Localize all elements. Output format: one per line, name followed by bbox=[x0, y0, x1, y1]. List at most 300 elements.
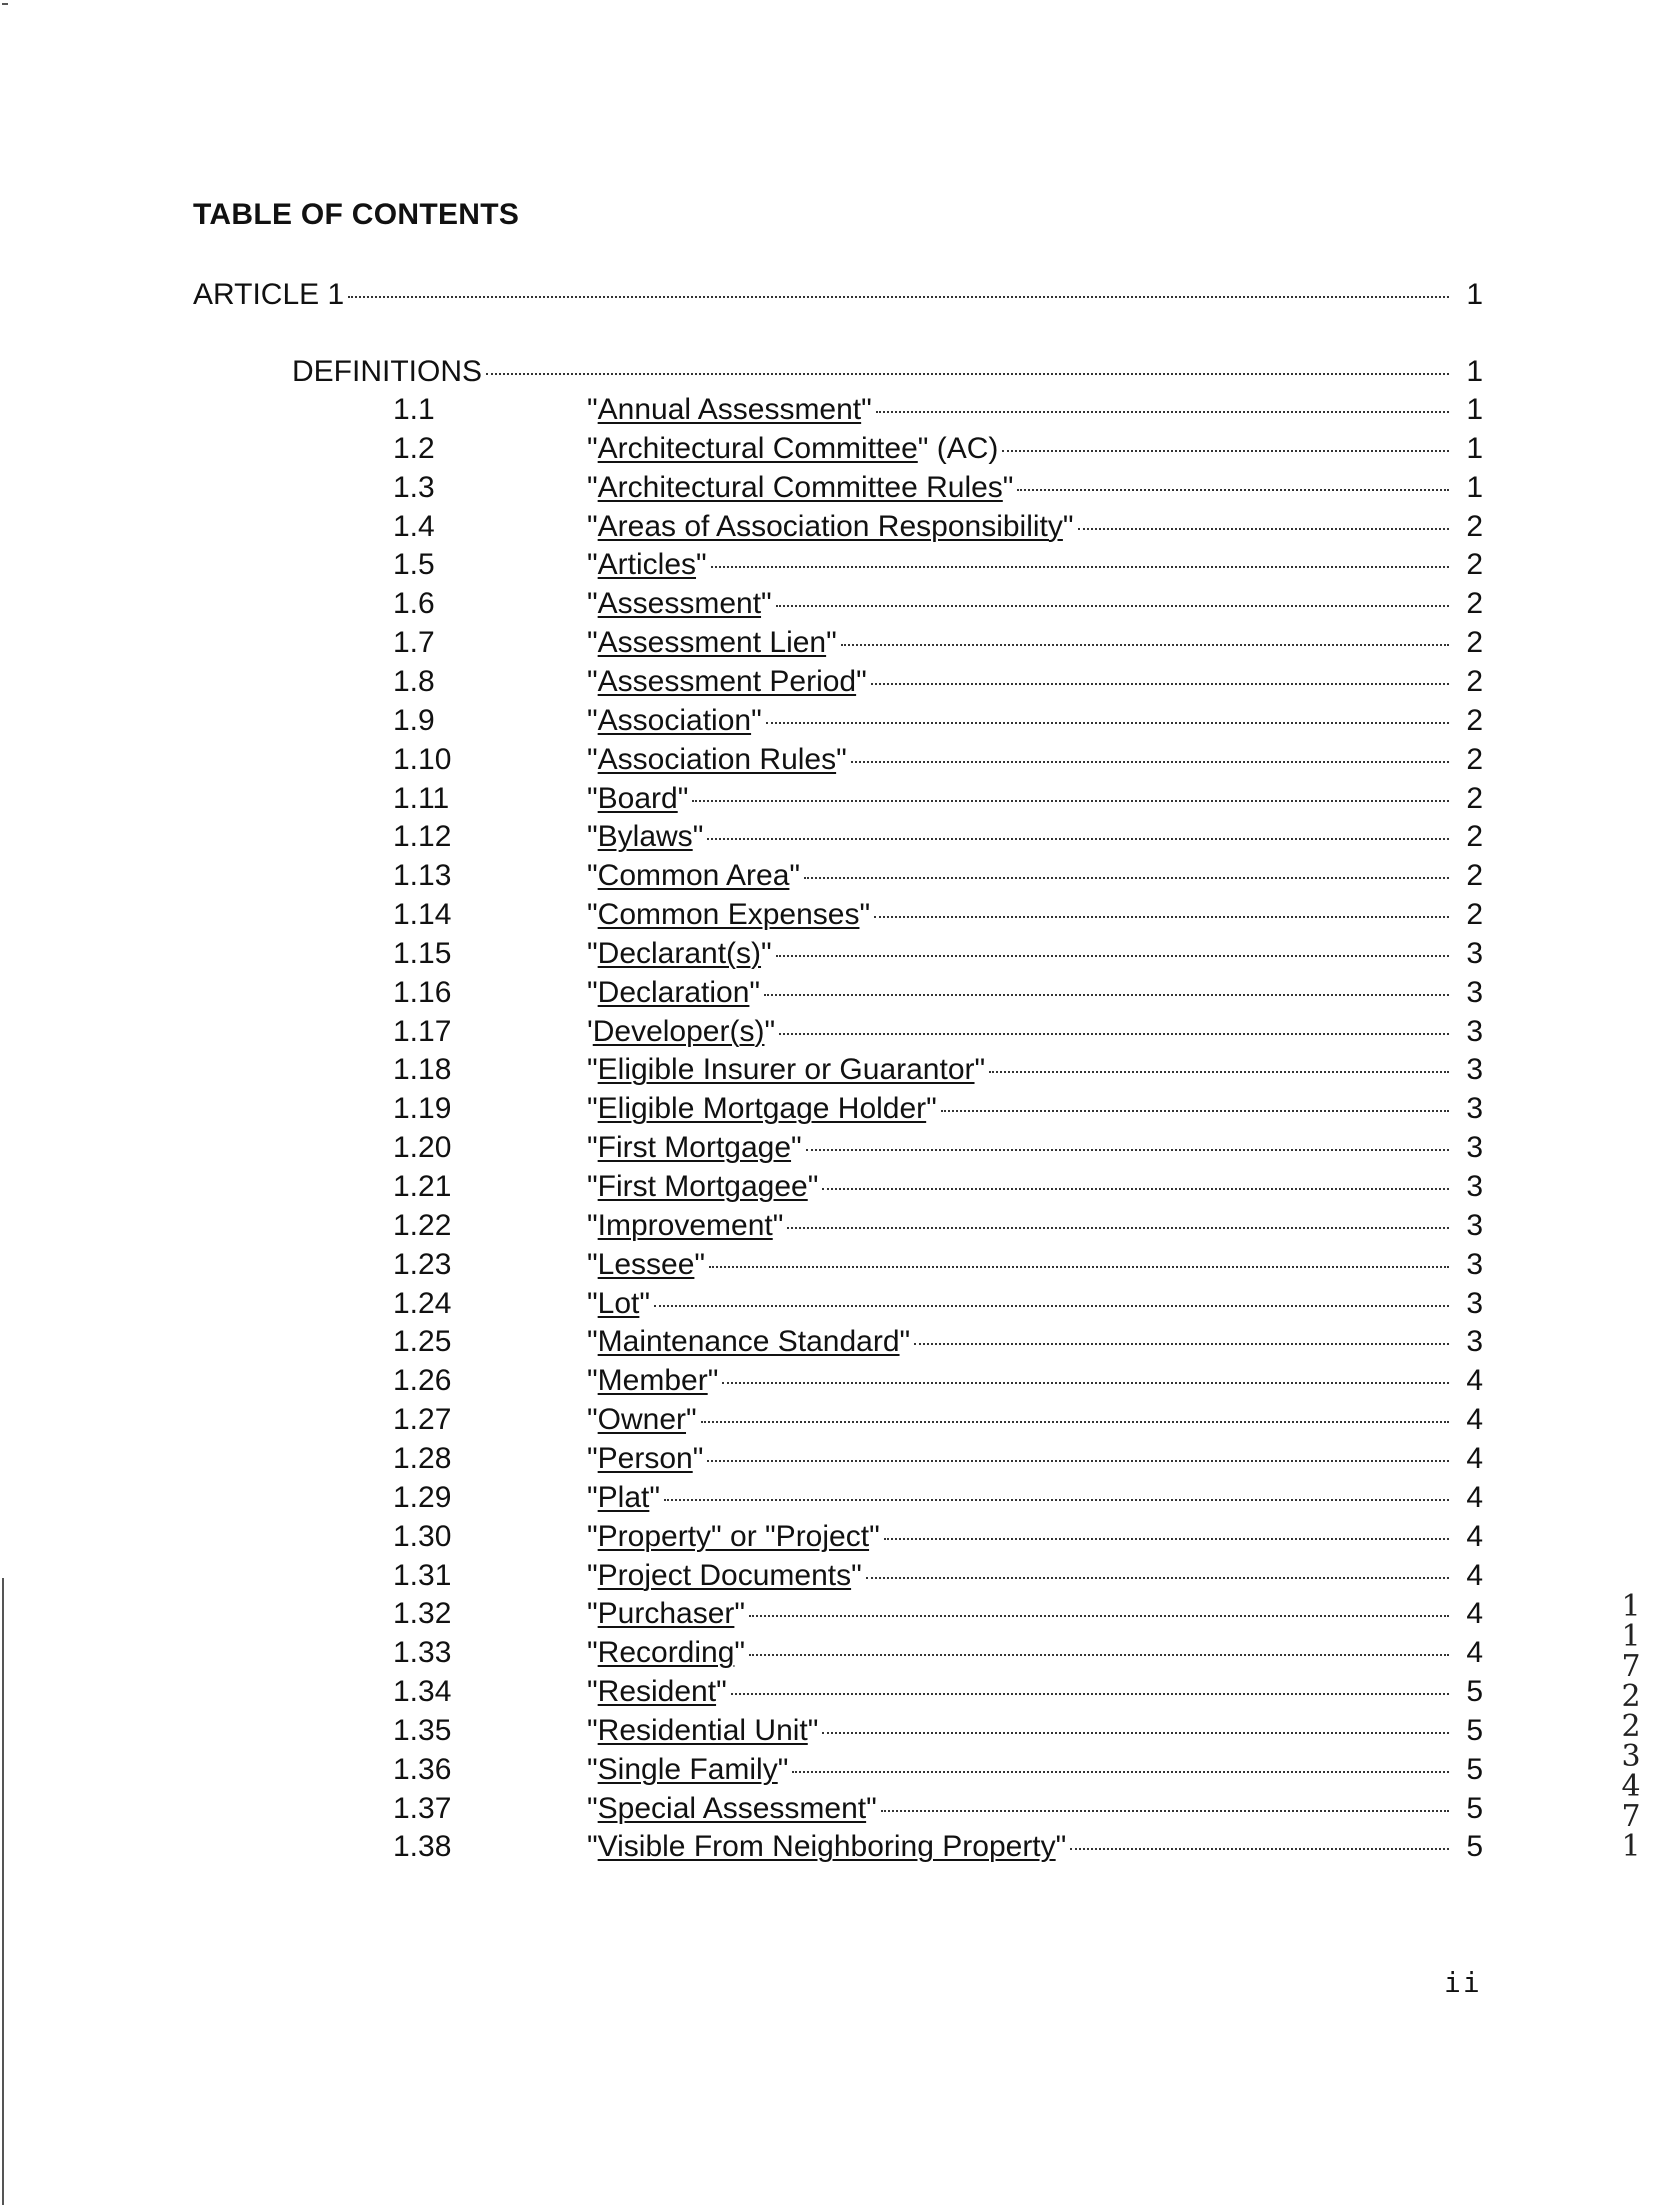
entry-number: 1.30 bbox=[393, 1519, 452, 1553]
entry-term-text: Assessment Period bbox=[597, 664, 857, 698]
entry-number: 1.38 bbox=[393, 1830, 452, 1864]
entry-page: 3 bbox=[1466, 1053, 1483, 1087]
entry-number: 1.33 bbox=[393, 1636, 452, 1670]
entry-number: 1.26 bbox=[393, 1364, 452, 1398]
dot-leader bbox=[792, 1771, 1449, 1773]
entry-open-quote: " bbox=[587, 1364, 598, 1398]
entry-term bbox=[587, 1129, 802, 1167]
dot-leader bbox=[701, 1421, 1449, 1423]
entry-close-quote: " bbox=[692, 820, 704, 854]
entry-close-quote: " bbox=[851, 1558, 862, 1592]
entry-open-quote: " bbox=[587, 936, 598, 970]
entry-number: 1.25 bbox=[393, 1325, 452, 1359]
entry-term bbox=[587, 391, 872, 429]
toc-entry-row bbox=[393, 1790, 1483, 1828]
entry-number: 1.37 bbox=[393, 1791, 452, 1825]
entry-close-quote: " bbox=[826, 626, 837, 660]
article-page: 1 bbox=[1466, 278, 1483, 311]
entry-page: 3 bbox=[1466, 1247, 1483, 1281]
entry-term bbox=[587, 1828, 1066, 1866]
entry-number: 1.1 bbox=[393, 393, 435, 426]
entry-term bbox=[587, 1362, 718, 1400]
entry-open-quote: " bbox=[587, 1597, 598, 1631]
entry-term-text: Improvement bbox=[597, 1208, 773, 1242]
entry-close-quote: " bbox=[761, 936, 772, 970]
entry-term-text: Resident bbox=[597, 1675, 717, 1709]
entry-number: 1.36 bbox=[393, 1752, 452, 1786]
entry-open-quote: " bbox=[587, 859, 598, 893]
entry-close-quote: " bbox=[749, 975, 761, 1009]
entry-term bbox=[587, 624, 837, 662]
entry-number: 1.17 bbox=[393, 1014, 452, 1048]
entry-number: 1.12 bbox=[393, 820, 452, 854]
toc-entry-row bbox=[393, 702, 1483, 740]
entry-term bbox=[587, 585, 772, 623]
section-label: DEFINITIONS bbox=[292, 355, 483, 388]
entry-term bbox=[587, 857, 800, 895]
toc-entry-row bbox=[393, 469, 1483, 507]
entry-page: 3 bbox=[1466, 1131, 1483, 1165]
entry-number: 1.22 bbox=[393, 1208, 452, 1242]
entry-term-text: Bylaws bbox=[597, 820, 693, 854]
entry-term bbox=[587, 1595, 745, 1633]
dot-leader bbox=[707, 838, 1449, 840]
entry-open-quote: " bbox=[587, 1286, 598, 1320]
entry-open-quote: " bbox=[587, 1558, 598, 1592]
entry-page: 1 bbox=[1466, 470, 1483, 504]
entry-page: 3 bbox=[1466, 1208, 1483, 1242]
entry-number: 1.34 bbox=[393, 1675, 452, 1709]
scan-corner-mark bbox=[2, 3, 8, 5]
entry-term-text: First Mortgage bbox=[597, 1131, 792, 1165]
entry-page: 2 bbox=[1466, 859, 1483, 893]
entry-page: 3 bbox=[1466, 1092, 1483, 1126]
entry-term-text: First Mortgagee bbox=[597, 1170, 808, 1203]
entry-close-quote: " bbox=[734, 1636, 746, 1670]
entry-number: 1.6 bbox=[393, 587, 435, 621]
entry-open-quote: " bbox=[587, 1441, 598, 1475]
entry-term-text: Single Family bbox=[597, 1752, 778, 1786]
entry-term-text: Visible From Neighboring Property bbox=[597, 1830, 1056, 1864]
entry-term bbox=[587, 1207, 783, 1245]
entry-close-quote: " bbox=[859, 898, 871, 932]
entry-close-quote: " bbox=[751, 703, 762, 737]
entry-term-text: Lot bbox=[597, 1286, 640, 1320]
toc-entry-row bbox=[393, 1828, 1483, 1866]
entry-open-quote: " bbox=[587, 820, 598, 854]
toc-entry-row bbox=[393, 624, 1483, 662]
dot-leader bbox=[707, 1460, 1449, 1462]
toc-entry-row bbox=[393, 1013, 1483, 1051]
entry-term bbox=[587, 818, 703, 856]
toc-entry-row bbox=[393, 1051, 1483, 1089]
entry-page: 4 bbox=[1466, 1597, 1483, 1631]
entry-term bbox=[587, 1518, 880, 1556]
entry-number: 1.23 bbox=[393, 1247, 452, 1281]
entry-page: 3 bbox=[1466, 1286, 1483, 1320]
dot-leader bbox=[692, 800, 1449, 802]
entry-close-quote: " bbox=[772, 1208, 784, 1242]
entry-term bbox=[587, 741, 847, 779]
toc-title: TABLE OF CONTENTS bbox=[193, 198, 520, 231]
dot-leader bbox=[787, 1227, 1449, 1229]
entry-close-quote: " bbox=[791, 1131, 802, 1165]
entry-page: 2 bbox=[1466, 509, 1483, 543]
entry-number: 1.21 bbox=[393, 1170, 452, 1203]
entry-close-quote: " bbox=[1055, 1830, 1067, 1864]
toc-entry-row bbox=[393, 1323, 1483, 1361]
entry-number: 1.15 bbox=[393, 936, 452, 970]
entry-term-text: Board bbox=[597, 781, 678, 815]
dot-leader bbox=[1070, 1848, 1449, 1850]
entry-page: 4 bbox=[1466, 1441, 1483, 1475]
entry-term bbox=[587, 1790, 877, 1828]
entry-term bbox=[587, 430, 998, 468]
entry-term-text: Residential Unit bbox=[597, 1713, 808, 1747]
dot-leader bbox=[1078, 528, 1449, 530]
toc-entry-row bbox=[393, 1595, 1483, 1633]
entry-close-quote: " bbox=[677, 781, 689, 815]
entry-term-text: Eligible Mortgage Holder bbox=[597, 1092, 927, 1126]
entry-term-text: Association bbox=[597, 703, 752, 737]
entry-open-quote: " bbox=[587, 703, 598, 737]
entry-term bbox=[587, 469, 1013, 507]
entry-open-quote: " bbox=[587, 1403, 598, 1437]
entry-close-quote: " bbox=[696, 548, 707, 582]
dot-leader bbox=[851, 761, 1449, 763]
entry-term bbox=[587, 1051, 985, 1089]
entry-page: 2 bbox=[1466, 664, 1483, 698]
entry-term-text: Project Documents bbox=[597, 1558, 852, 1592]
entry-term-text: Association Rules bbox=[597, 742, 837, 776]
entry-page: 3 bbox=[1466, 1325, 1483, 1359]
dot-leader bbox=[1002, 450, 1449, 452]
entry-term-text: Common Area bbox=[597, 859, 790, 893]
entry-close-quote: " bbox=[649, 1480, 661, 1514]
toc-entry-row bbox=[393, 1673, 1483, 1711]
entry-open-quote: " bbox=[587, 781, 598, 815]
entry-page: 3 bbox=[1466, 936, 1483, 970]
entry-page: 5 bbox=[1466, 1713, 1483, 1747]
entry-page: 4 bbox=[1466, 1403, 1483, 1437]
entry-term-text: Common Expenses bbox=[597, 898, 860, 932]
entry-term bbox=[587, 1479, 660, 1517]
dot-leader bbox=[348, 296, 1449, 298]
toc-entry-row bbox=[393, 1401, 1483, 1439]
entry-close-quote: " bbox=[1062, 509, 1074, 543]
entry-open-quote: " bbox=[587, 742, 598, 776]
entry-term-text: Person bbox=[597, 1441, 693, 1475]
entry-number: 1.19 bbox=[393, 1092, 452, 1126]
entry-close-quote: " bbox=[777, 1752, 789, 1786]
entry-term-text: Member bbox=[597, 1364, 708, 1398]
dot-leader bbox=[841, 644, 1449, 646]
entry-number: 1.11 bbox=[393, 781, 450, 815]
entry-close-quote: " bbox=[707, 1364, 719, 1398]
entry-close-quote: " bbox=[869, 1519, 880, 1553]
entry-page: 3 bbox=[1466, 1014, 1483, 1048]
entry-open-quote: " bbox=[587, 1053, 598, 1087]
entry-number: 1.13 bbox=[393, 859, 452, 893]
dot-leader bbox=[866, 1577, 1449, 1579]
entry-term-text: Architectural Committee Rules bbox=[597, 470, 1003, 504]
toc-entry-row bbox=[393, 508, 1483, 546]
dot-leader bbox=[486, 373, 1449, 375]
entry-close-quote: " bbox=[926, 1092, 937, 1126]
entry-open-quote: " bbox=[587, 431, 598, 465]
toc-entry-row bbox=[393, 585, 1483, 623]
entry-close-quote: " bbox=[856, 664, 867, 698]
toc-section-row bbox=[292, 353, 1483, 391]
entry-term-text: Plat bbox=[597, 1480, 650, 1514]
entry-number: 1.7 bbox=[393, 626, 435, 660]
entry-term-text: Declaration bbox=[597, 975, 750, 1009]
entry-page: 2 bbox=[1466, 703, 1483, 737]
article-label: ARTICLE 1 bbox=[193, 278, 345, 311]
entry-close-quote: " bbox=[974, 1053, 986, 1087]
entry-page: 5 bbox=[1466, 1791, 1483, 1825]
dot-leader bbox=[711, 566, 1449, 568]
entry-close-quote: " (AC) bbox=[917, 431, 999, 465]
dot-leader bbox=[876, 411, 1449, 413]
entry-number: 1.32 bbox=[393, 1597, 452, 1631]
entry-number: 1.8 bbox=[393, 664, 435, 698]
dot-leader bbox=[776, 955, 1449, 957]
entry-page: 5 bbox=[1466, 1752, 1483, 1786]
entry-term-text: Property" or "Project bbox=[597, 1519, 870, 1553]
entry-number: 1.9 bbox=[393, 703, 435, 737]
entry-open-quote: " bbox=[587, 1713, 598, 1747]
entry-number: 1.27 bbox=[393, 1403, 452, 1437]
entry-open-quote: " bbox=[587, 898, 598, 932]
toc-entry-row bbox=[393, 1440, 1483, 1478]
toc-entry-row bbox=[393, 1285, 1483, 1323]
toc-entry-row bbox=[393, 1634, 1483, 1672]
entry-term-text: Maintenance Standard bbox=[597, 1325, 900, 1359]
dot-leader bbox=[941, 1110, 1449, 1112]
entry-number: 1.24 bbox=[393, 1286, 452, 1320]
toc-entry-row bbox=[393, 896, 1483, 934]
entry-term bbox=[587, 702, 762, 740]
entry-number: 1.5 bbox=[393, 548, 435, 582]
entry-term bbox=[587, 1712, 818, 1750]
dot-leader bbox=[749, 1654, 1449, 1656]
entry-page: 3 bbox=[1466, 1170, 1483, 1203]
entry-page: 2 bbox=[1466, 548, 1483, 582]
entry-number: 1.3 bbox=[393, 470, 435, 504]
entry-term bbox=[587, 1285, 650, 1323]
entry-open-quote: " bbox=[587, 1247, 598, 1281]
entry-page: 4 bbox=[1466, 1364, 1483, 1398]
entry-close-quote: " bbox=[836, 742, 847, 776]
toc-entry-row bbox=[393, 1090, 1483, 1128]
entry-number: 1.28 bbox=[393, 1441, 452, 1475]
entry-term-text: Developer(s) bbox=[592, 1014, 765, 1048]
entry-number: 1.16 bbox=[393, 975, 452, 1009]
entry-page: 2 bbox=[1466, 781, 1483, 815]
entry-term bbox=[587, 1634, 745, 1672]
entry-open-quote: " bbox=[587, 1131, 598, 1165]
entry-number: 1.18 bbox=[393, 1053, 452, 1087]
entry-open-quote: " bbox=[587, 1208, 598, 1242]
dot-leader bbox=[731, 1693, 1449, 1695]
entry-term bbox=[587, 1168, 818, 1206]
toc-entry-row bbox=[393, 1479, 1483, 1517]
entry-term-text: Owner bbox=[597, 1403, 687, 1437]
entry-term bbox=[587, 1557, 862, 1595]
entry-close-quote: " bbox=[807, 1713, 819, 1747]
entry-number: 1.35 bbox=[393, 1713, 452, 1747]
entry-number: 1.31 bbox=[393, 1558, 452, 1592]
toc-entry-row bbox=[393, 391, 1483, 429]
entry-open-quote: " bbox=[587, 1675, 598, 1709]
entry-open-quote: " bbox=[587, 393, 598, 426]
entry-open-quote: " bbox=[587, 587, 598, 621]
dot-leader bbox=[654, 1305, 1449, 1307]
dot-leader bbox=[881, 1810, 1449, 1812]
entry-term bbox=[587, 1090, 937, 1128]
entry-page: 2 bbox=[1466, 587, 1483, 621]
dot-leader bbox=[779, 1033, 1449, 1035]
entry-term-text: Areas of Association Responsibility bbox=[597, 509, 1063, 543]
entry-open-quote: " bbox=[587, 1325, 598, 1359]
entry-term bbox=[587, 663, 867, 701]
dot-leader bbox=[989, 1071, 1449, 1073]
entry-number: 1.20 bbox=[393, 1131, 452, 1165]
entry-open-quote: " bbox=[587, 1636, 598, 1670]
entry-open-quote: " bbox=[587, 664, 598, 698]
entry-page: 4 bbox=[1466, 1558, 1483, 1592]
entry-page: 1 bbox=[1466, 431, 1483, 465]
section-page: 1 bbox=[1466, 355, 1483, 388]
entry-page: 2 bbox=[1466, 898, 1483, 932]
toc-entry-row bbox=[393, 741, 1483, 779]
entry-term-text: Lessee bbox=[597, 1247, 695, 1281]
entry-close-quote: " bbox=[807, 1170, 819, 1203]
dot-leader bbox=[1017, 489, 1449, 491]
entry-open-quote: " bbox=[587, 509, 598, 543]
entry-close-quote: " bbox=[734, 1597, 746, 1631]
entry-term-text: Purchaser bbox=[597, 1597, 735, 1631]
toc-article-row bbox=[193, 276, 1483, 314]
dot-leader bbox=[749, 1615, 1449, 1617]
entry-term-text: Declarant(s) bbox=[597, 936, 762, 970]
dot-leader bbox=[822, 1188, 1449, 1190]
entry-number: 1.14 bbox=[393, 898, 452, 932]
entry-term bbox=[587, 780, 688, 818]
entry-open-quote: " bbox=[587, 1830, 598, 1864]
entry-page: 4 bbox=[1466, 1636, 1483, 1670]
toc-entry-row bbox=[393, 1362, 1483, 1400]
entry-open-quote: " bbox=[587, 1480, 598, 1514]
entry-number: 1.10 bbox=[393, 742, 452, 776]
entry-close-quote: " bbox=[761, 587, 772, 621]
toc-entry-row bbox=[393, 935, 1483, 973]
entry-page: 2 bbox=[1466, 626, 1483, 660]
dot-leader bbox=[766, 722, 1449, 724]
toc-entry-row bbox=[393, 546, 1483, 584]
scan-binding-line bbox=[2, 1578, 4, 2205]
entry-term-text: Assessment bbox=[597, 587, 762, 621]
entry-close-quote: " bbox=[692, 1441, 704, 1475]
dot-leader bbox=[871, 683, 1449, 685]
entry-close-quote: " bbox=[861, 393, 872, 426]
page-number: ii bbox=[1444, 1966, 1482, 1999]
entry-number: 1.2 bbox=[393, 431, 435, 465]
entry-term-text: Eligible Insurer or Guarantor bbox=[597, 1053, 975, 1087]
dot-leader bbox=[806, 1149, 1449, 1151]
entry-term-text: Special Assessment bbox=[597, 1791, 867, 1825]
toc-entry-row bbox=[393, 1207, 1483, 1245]
entry-close-quote: " bbox=[789, 859, 801, 893]
dot-leader bbox=[722, 1382, 1449, 1384]
entry-term bbox=[587, 1323, 910, 1361]
dot-leader bbox=[776, 605, 1449, 607]
entry-open-quote: " bbox=[587, 1519, 598, 1553]
toc-entry-row bbox=[393, 818, 1483, 856]
entry-term-text: Recording bbox=[597, 1636, 735, 1670]
entry-page: 3 bbox=[1466, 975, 1483, 1009]
toc-entry-row bbox=[393, 1129, 1483, 1167]
entry-term bbox=[587, 935, 772, 973]
margin-stamp: 11722 3471 bbox=[1621, 1589, 1641, 1864]
entry-page: 2 bbox=[1466, 820, 1483, 854]
dot-leader bbox=[664, 1499, 1449, 1501]
toc-entry-row bbox=[393, 663, 1483, 701]
dot-leader bbox=[804, 877, 1449, 879]
entry-close-quote: " bbox=[866, 1791, 877, 1825]
entry-page: 5 bbox=[1466, 1675, 1483, 1709]
dot-leader bbox=[822, 1732, 1449, 1734]
entry-term bbox=[587, 546, 707, 584]
toc-entry-row bbox=[393, 1168, 1483, 1206]
entry-close-quote: " bbox=[899, 1325, 911, 1359]
toc-entry-row bbox=[393, 430, 1483, 468]
entry-number: 1.29 bbox=[393, 1480, 452, 1514]
entry-term-text: Architectural Committee bbox=[597, 431, 918, 465]
toc-entry-row bbox=[393, 780, 1483, 818]
entry-term-text: Annual Assessment bbox=[597, 393, 862, 426]
entry-term bbox=[587, 1246, 705, 1284]
entry-close-quote: " bbox=[639, 1286, 651, 1320]
entry-page: 4 bbox=[1466, 1480, 1483, 1514]
dot-leader bbox=[764, 994, 1449, 996]
entry-term bbox=[587, 1401, 697, 1439]
entry-open-quote: " bbox=[587, 1092, 598, 1126]
entry-close-quote: " bbox=[764, 1014, 776, 1048]
dot-leader bbox=[874, 916, 1449, 918]
entry-close-quote: " bbox=[686, 1403, 697, 1437]
entry-term bbox=[587, 896, 870, 934]
entry-term-text: Assessment Lien bbox=[597, 626, 827, 660]
entry-page: 4 bbox=[1466, 1519, 1483, 1553]
toc-entry-row bbox=[393, 974, 1483, 1012]
entry-term bbox=[587, 508, 1074, 546]
entry-close-quote: " bbox=[716, 1675, 727, 1709]
entry-open-quote: " bbox=[587, 1170, 598, 1203]
entry-term-text: Articles bbox=[597, 548, 697, 582]
toc-entry-row bbox=[393, 1751, 1483, 1789]
entry-number: 1.4 bbox=[393, 509, 435, 543]
entry-open-quote: " bbox=[587, 548, 598, 582]
toc-entry-row bbox=[393, 1557, 1483, 1595]
dot-leader bbox=[884, 1538, 1449, 1540]
entry-open-quote: ' bbox=[587, 1014, 593, 1048]
entry-term bbox=[587, 1751, 788, 1789]
entry-open-quote: " bbox=[587, 470, 598, 504]
dot-leader bbox=[709, 1266, 1449, 1268]
dot-leader bbox=[914, 1343, 1449, 1345]
